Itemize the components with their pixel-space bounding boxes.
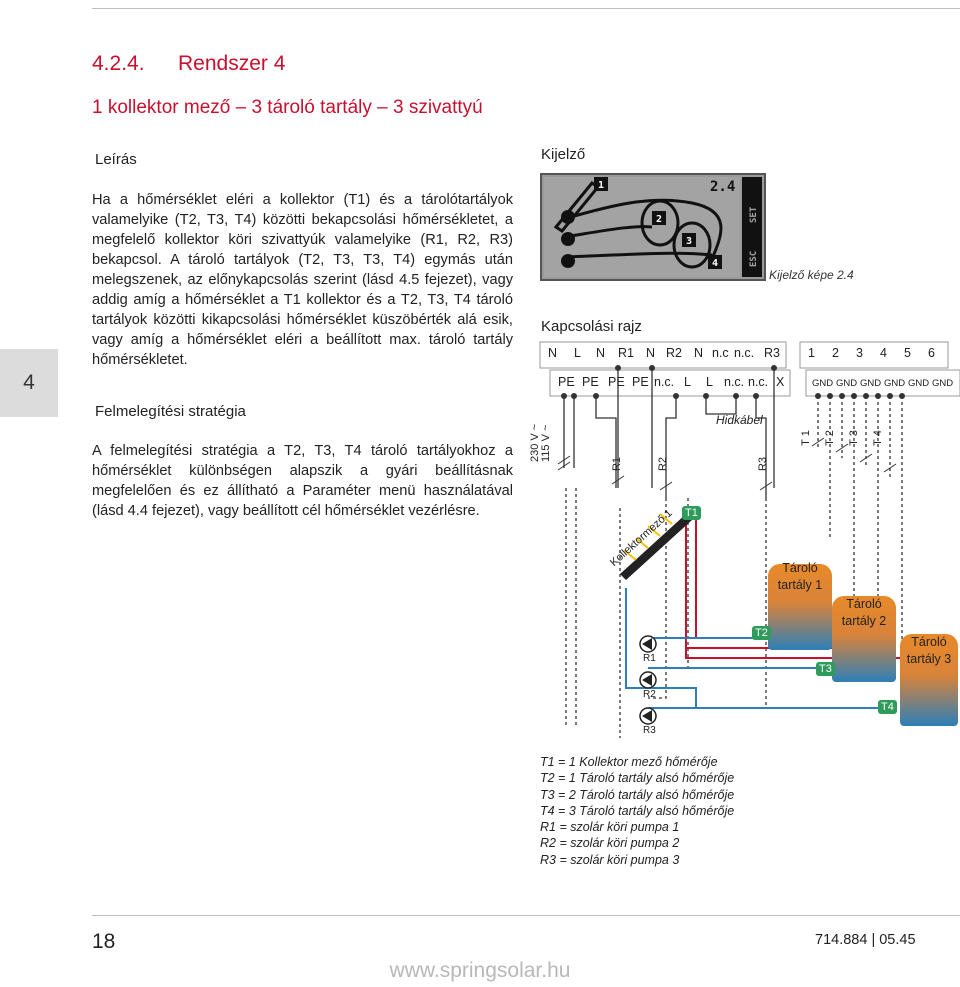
section-title: Rendszer 4 — [178, 52, 286, 75]
terminal-gnd-6: GND — [932, 378, 954, 389]
terminal-top-1: N — [548, 346, 558, 360]
terminal-bottom-2: PE — [582, 375, 599, 389]
terminal-top-9: n.c. — [734, 346, 755, 360]
sensor-cable-t1: T 1 — [799, 430, 812, 446]
legend-item: T2 = 1 Tároló tartály alsó hőmérője — [540, 771, 735, 786]
pump-label-r3: R3 — [643, 725, 656, 736]
terminal-bottom-10: X — [776, 375, 785, 389]
lcd-schematic — [542, 175, 764, 279]
terminal-gnd-2: GND — [836, 378, 858, 389]
terminal-sensor-3: 3 — [856, 346, 863, 360]
terminal-gnd-5: GND — [908, 378, 930, 389]
terminal-top-2: L — [574, 346, 581, 360]
website-watermark: www.springsolar.hu — [389, 959, 571, 982]
terminal-top-10: R3 — [764, 346, 780, 360]
lcd-pumps — [561, 210, 575, 268]
terminal-top-3: N — [596, 346, 606, 360]
page-subtitle: 1 kollektor mező – 3 tároló tartály – 3 szivattyú — [92, 97, 483, 118]
legend — [540, 754, 734, 868]
terminal-gnd-1: GND — [812, 378, 834, 389]
lcd-badge-2: 2 — [656, 214, 663, 225]
terminal-gnd-4: GND — [884, 378, 906, 389]
description-heading: Leírás — [95, 151, 137, 168]
collector-label: Kollektormező 1 — [608, 507, 675, 569]
terminal-top-8: n.c — [712, 346, 729, 360]
pump-label-r1: R1 — [643, 653, 656, 664]
pump-label-r2: R2 — [643, 689, 656, 700]
supply-label: 230 V ~ 115 V ~ — [529, 423, 552, 462]
wiring-heading: Kapcsolási rajz — [541, 318, 642, 335]
bridge-label: Hidkábel — [716, 413, 763, 427]
wiring-diagram — [529, 338, 960, 748]
legend-item: R2 = szolár köri pumpa 2 — [540, 836, 680, 851]
lcd-badge-4: 4 — [712, 258, 719, 269]
storage-tank-1-label: Tároló tartály 1 — [777, 561, 823, 592]
legend-item: R1 = szolár köri pumpa 1 — [540, 820, 680, 835]
sensor-t2: T2 — [752, 626, 771, 640]
lcd-badge-1: 1 — [598, 180, 605, 191]
description-text: Ha a hőmérséklet eléri a kollektor (T1) és a tárolótartályok valamelyike (T2, T3, T4) közötti bekapcsolási hőmérsékletet, a megfelelő kollektor köri szivattyúk valamelyike (R1, R2, R3) bekapcsol. A tároló tartályok (T2, T3, T3, T4) egymás után melegszenek, az előnykapcsolás szerint (lásd 4.5 fejezet), vagy addig amíg a hőmérséklet a T1 kollektor és a T2, T3, T4 tároló tartályok közötti kikapcsolási hőmérséklet küszöbérték alá esik, vagy amíg a hőmérséklet eléri a beállított max. tároló tartály hőmérsékletet. — [92, 192, 513, 368]
page-number: 18 — [92, 930, 116, 953]
terminal-sensor-5: 5 — [904, 346, 911, 360]
terminal-top-4: R1 — [618, 346, 634, 360]
display-heading: Kijelző — [541, 146, 586, 163]
document-reference: 714.884 | 05.45 — [815, 932, 916, 948]
terminal-sensor-4: 4 — [880, 346, 887, 360]
sensor-t3: T3 — [816, 662, 835, 676]
chapter-tab-label: 4 — [23, 371, 35, 394]
legend-item: R3 = szolár köri pumpa 3 — [540, 852, 680, 867]
terminal-bottom-5: n.c. — [654, 375, 675, 389]
chapter-tab — [0, 349, 58, 417]
sensor-cable-t4: T 4 — [871, 430, 884, 446]
sensor-t1: T1 — [682, 506, 701, 520]
lcd-set-label: SET — [749, 206, 759, 223]
legend-item: T3 = 2 Tároló tartály alsó hőmérője — [540, 787, 735, 802]
lcd-number: 2.4 — [710, 179, 736, 195]
terminal-top-7: N — [694, 346, 704, 360]
wiring-lines — [536, 338, 960, 748]
terminal-gnd-3: GND — [860, 378, 882, 389]
storage-tank-2-label: Tároló tartály 2 — [841, 597, 887, 628]
sensor-cable-t2: T 2 — [823, 430, 836, 446]
terminal-bottom-1: PE — [558, 375, 575, 389]
lcd-esc-label: ESC — [749, 250, 759, 267]
legend-item: T4 = 3 Tároló tartály alsó hőmérője — [540, 803, 735, 818]
relay-label-r1: R1 — [611, 456, 624, 472]
terminal-top-6: R2 — [666, 346, 682, 360]
lcd-badge-3: 3 — [686, 236, 693, 247]
relay-label-r2: R2 — [657, 456, 670, 472]
terminal-sensor-6: 6 — [928, 346, 935, 360]
top-rule — [92, 8, 960, 9]
lcd-display — [540, 173, 766, 281]
pumps — [640, 636, 656, 724]
terminal-sensor-2: 2 — [832, 346, 839, 360]
storage-tank-3-label: Tároló tartály 3 — [906, 635, 952, 666]
cable-hatches — [558, 438, 896, 490]
terminal-bottom-9: n.c. — [748, 375, 769, 389]
strategy-heading: Felmelegítési stratégia — [95, 403, 246, 420]
sensor-t4: T4 — [878, 700, 897, 714]
legend-item: T1 = 1 Kollektor mező hőmérője — [540, 755, 718, 769]
terminal-bottom-8: n.c. — [724, 375, 745, 389]
section-heading — [92, 52, 285, 76]
sensor-cable-t3: T 3 — [847, 430, 860, 446]
terminal-bottom-7: L — [706, 375, 713, 389]
strategy-text: A felmelegítési stratégia a T2, T3, T4 tároló tartályokhoz a hőmérséklet különbségen alapszik a gyári beállításnak megfelelően és ez állítható a Paraméter menü használatával (lásd 4.4 fejezet), vagy beállított cél hőmérséklet vezérlésre. — [92, 443, 513, 519]
section-number: 4.2.4. — [92, 52, 145, 75]
terminal-bottom-6: L — [684, 375, 691, 389]
terminal-bottom-4: PE — [632, 375, 649, 389]
terminal-top-5: N — [646, 346, 656, 360]
terminal-frame-top-right — [800, 342, 948, 368]
relay-label-r3: R3 — [757, 456, 770, 472]
terminal-bottom-3: PE — [608, 375, 625, 389]
terminal-sensor-1: 1 — [808, 346, 815, 360]
bottom-rule — [92, 915, 960, 916]
display-caption: Kijelző képe 2.4 — [769, 268, 854, 282]
